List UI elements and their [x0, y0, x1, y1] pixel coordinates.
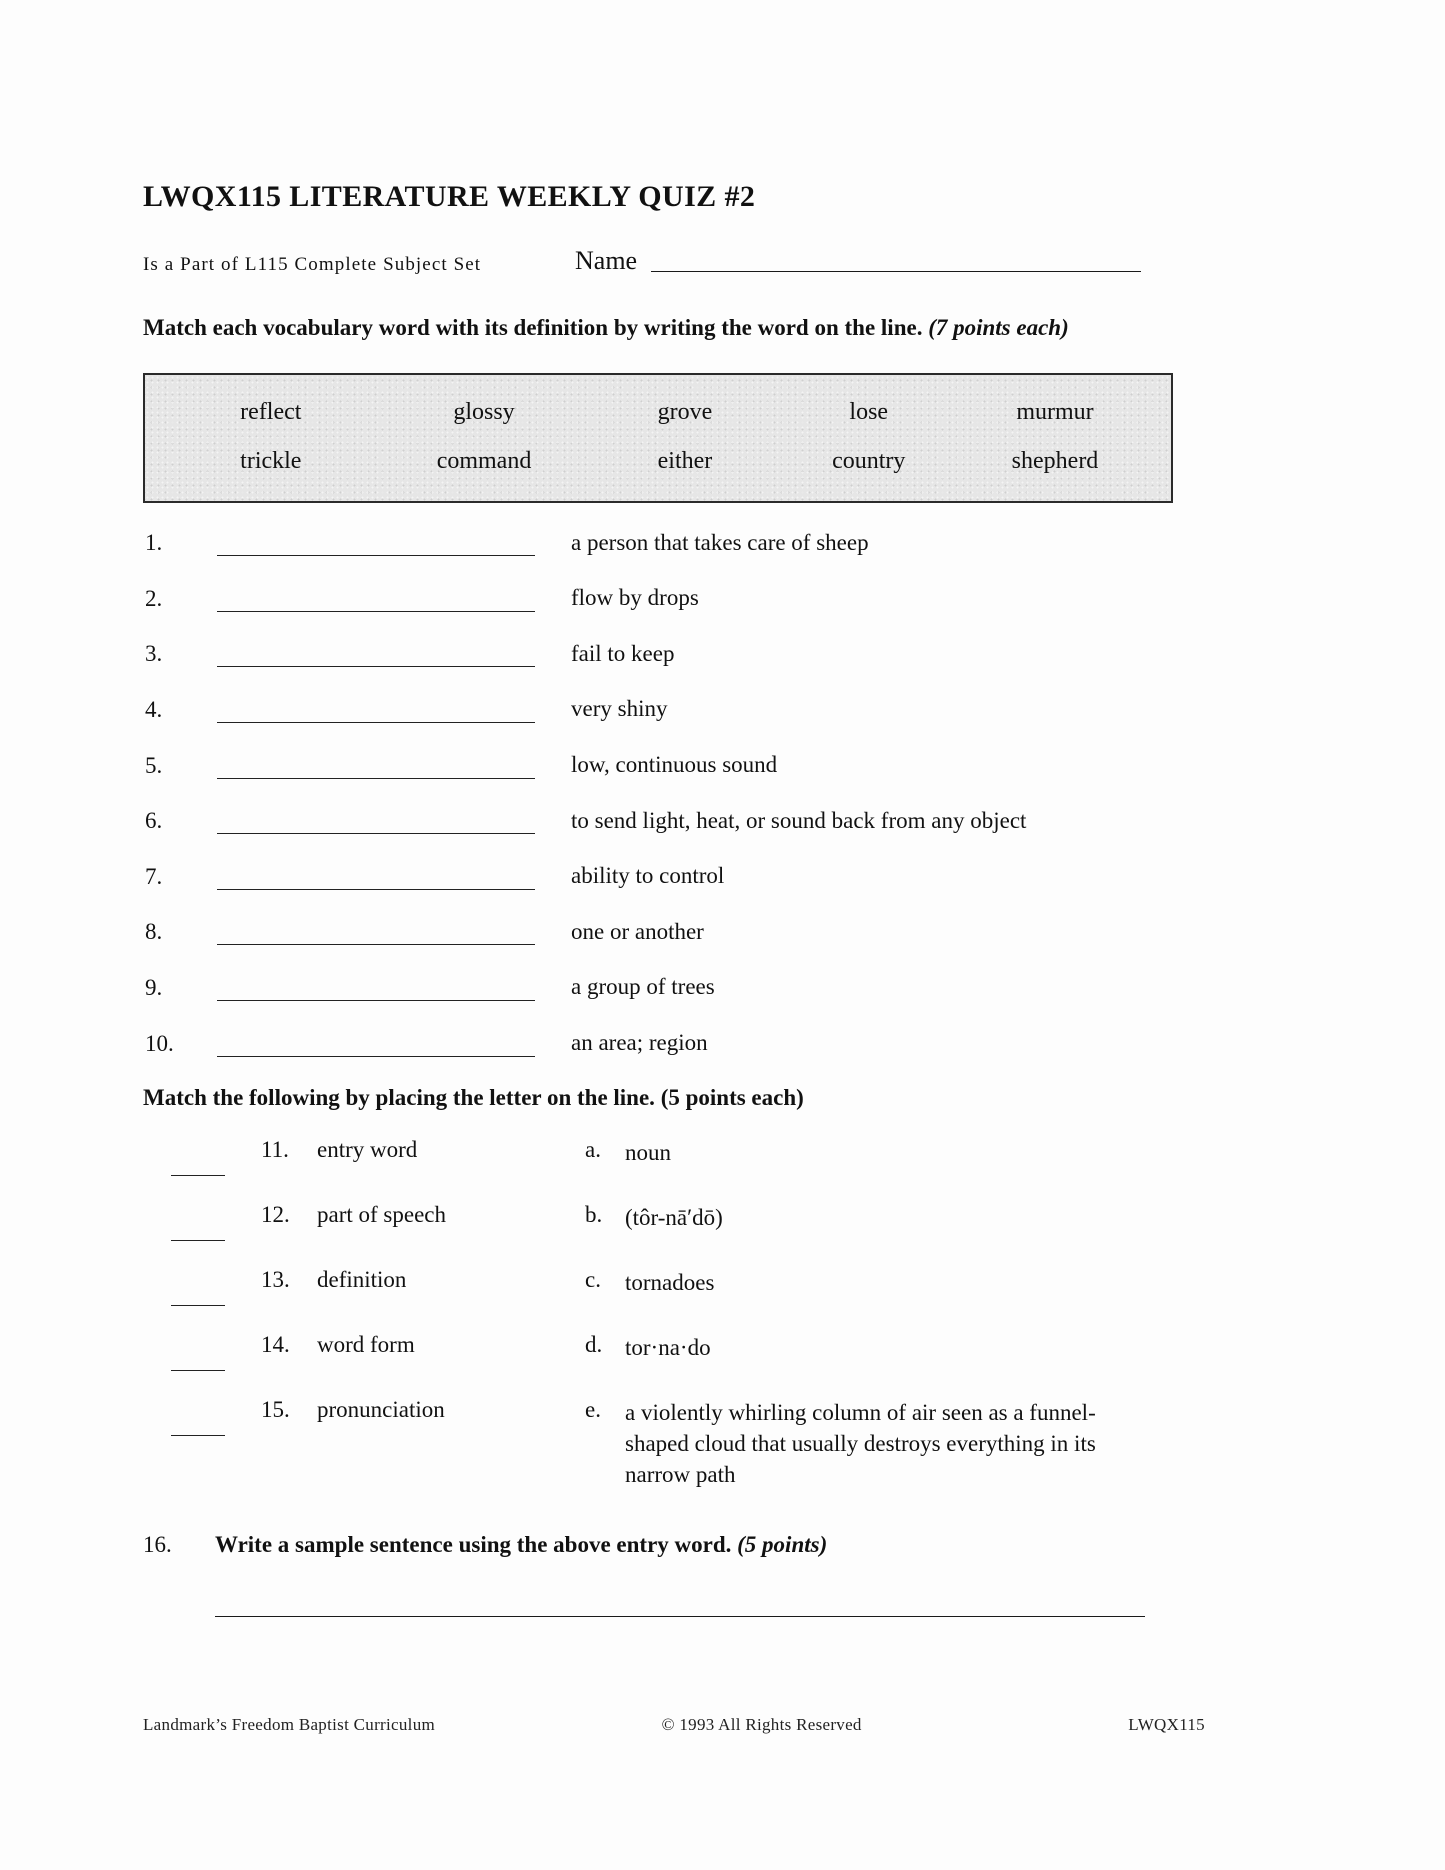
word-bank-word: either: [657, 447, 713, 474]
item-definition: fail to keep: [571, 640, 675, 666]
option-text: tornadoes: [625, 1269, 715, 1295]
item-definition: very shiny: [571, 696, 668, 722]
footer-code: LWQX115: [1128, 1715, 1205, 1734]
item-definition: to send light, heat, or sound back from any object: [571, 807, 1027, 833]
word-bank: [143, 373, 1173, 503]
answer-blank[interactable]: [217, 752, 535, 779]
answer-blank[interactable]: [217, 640, 535, 667]
answer-blank[interactable]: [217, 918, 535, 945]
item-number: 8.: [145, 919, 163, 945]
word-bank-word: command: [436, 447, 532, 474]
footer-copyright: © 1993 All Rights Reserved: [661, 1715, 862, 1734]
letter-blank[interactable]: [171, 1413, 225, 1436]
item-number: 12.: [261, 1201, 290, 1227]
section2-points: (5 points each): [660, 1084, 804, 1110]
item-definition: an area; region: [571, 1030, 708, 1055]
worksheet-content: [143, 180, 1203, 1617]
item-term: part of speech: [317, 1201, 446, 1227]
name-input-line[interactable]: [651, 249, 1141, 272]
word-bank-word: shepherd: [1011, 447, 1099, 474]
section2-instruction: [143, 1085, 1203, 1111]
section3-question: [143, 1532, 1203, 1558]
subtitle-row: [143, 246, 1203, 276]
list-item: [143, 529, 1203, 557]
word-bank-row-2: [163, 448, 1153, 475]
answer-blank[interactable]: [217, 696, 535, 723]
item-definition: low, continuous sound: [571, 752, 778, 778]
item-number: 15.: [261, 1396, 290, 1422]
item-number: 4.: [145, 697, 163, 723]
list-item: [143, 1202, 1203, 1241]
answer-blank[interactable]: [217, 585, 535, 612]
word-bank-word: reflect: [240, 398, 302, 425]
letter-blank[interactable]: [171, 1153, 225, 1176]
word-bank-word: glossy: [453, 398, 515, 425]
section1-points: (7 points each): [928, 315, 1069, 340]
list-item: [143, 640, 1203, 668]
subject-set-note: Is a Part of L115 Complete Subject Set: [143, 254, 482, 275]
option-text: tor·na·do: [625, 1334, 711, 1360]
list-item: [143, 584, 1203, 612]
section1-instruction-text: Match each vocabulary word with its definition by writing the word on the line.: [143, 315, 923, 340]
word-bank-word: country: [832, 447, 906, 474]
item-number: 7.: [145, 863, 163, 889]
lettered-match-list: [143, 1137, 1203, 1491]
list-item: [143, 973, 1203, 1001]
section1-instruction: [143, 312, 1203, 345]
option-letter: c.: [585, 1266, 601, 1292]
list-item: [143, 807, 1203, 835]
word-bank-word: murmur: [1016, 398, 1094, 425]
list-item: [143, 1029, 1203, 1057]
section3-points: (5 points): [737, 1532, 828, 1558]
option-text: a violently whirling column of air seen as a funnel-shaped cloud that usually destroys everything in its narrow path: [625, 1399, 1096, 1488]
option-text: (tôr-nāʹdō): [625, 1204, 723, 1230]
item-term: entry word: [317, 1136, 418, 1162]
list-item: [143, 1332, 1203, 1371]
item-number: 3.: [145, 641, 163, 667]
answer-blank[interactable]: [217, 807, 535, 834]
item-number: 2.: [145, 585, 163, 611]
item-number: 5.: [145, 752, 163, 778]
option-letter: d.: [585, 1331, 603, 1357]
item-definition: a group of trees: [571, 974, 715, 1000]
footer-publisher: Landmark’s Freedom Baptist Curriculum: [143, 1715, 436, 1734]
item-number: 1.: [145, 530, 163, 556]
section3-instruction-text: Write a sample sentence using the above entry word.: [215, 1532, 732, 1558]
item-number: 13.: [261, 1266, 290, 1292]
item-number: 16.: [143, 1532, 172, 1558]
list-item: [143, 1267, 1203, 1306]
list-item: [143, 751, 1203, 779]
letter-blank[interactable]: [171, 1348, 225, 1371]
item-term: pronunciation: [317, 1396, 445, 1422]
answer-blank[interactable]: [217, 529, 535, 556]
page-footer: [143, 1715, 1205, 1735]
item-definition: ability to control: [571, 863, 725, 889]
item-number: 6.: [145, 808, 163, 834]
option-letter: a.: [585, 1136, 601, 1162]
answer-blank[interactable]: [217, 974, 535, 1001]
letter-blank[interactable]: [171, 1218, 225, 1241]
name-label: Name: [575, 246, 638, 275]
word-bank-row-1: [163, 399, 1153, 426]
option-text: noun: [625, 1139, 671, 1165]
section2-instruction-text: Match the following by placing the letter on the line.: [143, 1084, 655, 1110]
page-title: LWQX115 LITERATURE WEEKLY QUIZ #2: [143, 180, 756, 213]
answer-blank[interactable]: [217, 1030, 535, 1057]
list-item: [143, 918, 1203, 946]
word-bank-word: grove: [657, 398, 713, 425]
item-number: 14.: [261, 1331, 290, 1357]
list-item: [143, 862, 1203, 890]
list-item: [143, 695, 1203, 723]
option-letter: e.: [585, 1396, 601, 1422]
sentence-answer-line[interactable]: [215, 1612, 1145, 1617]
item-term: word form: [317, 1331, 415, 1357]
word-bank-word: lose: [849, 398, 889, 425]
vocabulary-match-list: [143, 529, 1203, 1057]
list-item: [143, 1137, 1203, 1176]
item-definition: a person that takes care of sheep: [571, 529, 869, 555]
list-item: [143, 1397, 1203, 1491]
section3-instruction: [215, 1532, 827, 1558]
item-number: 11.: [261, 1136, 289, 1162]
option-letter: b.: [585, 1201, 603, 1227]
item-number: 10.: [145, 1030, 174, 1056]
word-bank-word: trickle: [240, 447, 302, 474]
letter-blank[interactable]: [171, 1283, 225, 1306]
item-term: definition: [317, 1266, 407, 1292]
answer-blank[interactable]: [217, 863, 535, 890]
item-definition: flow by drops: [571, 585, 699, 611]
item-definition: one or another: [571, 918, 704, 944]
item-number: 9.: [145, 975, 163, 1000]
